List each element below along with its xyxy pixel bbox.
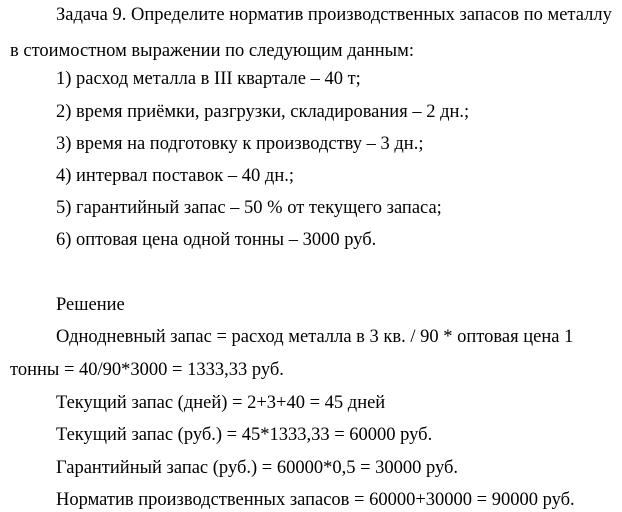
solution-step-2: Текущий запас (руб.) = 45*1333,33 = 60000 руб. <box>56 425 433 445</box>
task-title-continuation: в стоимостном выражении по следующим данным: <box>10 41 414 61</box>
solution-heading: Решение <box>56 295 125 315</box>
task-item-4: 4) интервал поставок – 40 дн.; <box>56 166 294 186</box>
task-item-2: 2) время приёмки, разгрузки, складирования – 2 дн.; <box>56 102 470 122</box>
task-item-3: 3) время на подготовку к производству – 3 дн.; <box>56 134 424 154</box>
daily-stock-formula: Однодневный запас = расход металла в 3 кв. / 90 * оптовая цена 1 <box>56 327 574 347</box>
solution-step-4: Норматив производственных запасов = 60000+30000 = 90000 руб. <box>56 490 575 510</box>
daily-stock-formula-continuation: тонны = 40/90*3000 = 1333,33 руб. <box>10 360 284 380</box>
solution-step-1: Текущий запас (дней) = 2+3+40 = 45 дней <box>56 393 386 413</box>
task-item-6: 6) оптовая цена одной тонны – 3000 руб. <box>56 230 377 250</box>
solution-step-3: Гарантийный запас (руб.) = 60000*0,5 = 30000 руб. <box>56 458 459 478</box>
task-title: Задача 9. Определите норматив производственных запасов по металлу <box>56 5 612 25</box>
task-item-5: 5) гарантийный запас – 50 % от текущего запаса; <box>56 198 442 218</box>
task-item-1: 1) расход металла в III квартале – 40 т; <box>56 69 361 89</box>
